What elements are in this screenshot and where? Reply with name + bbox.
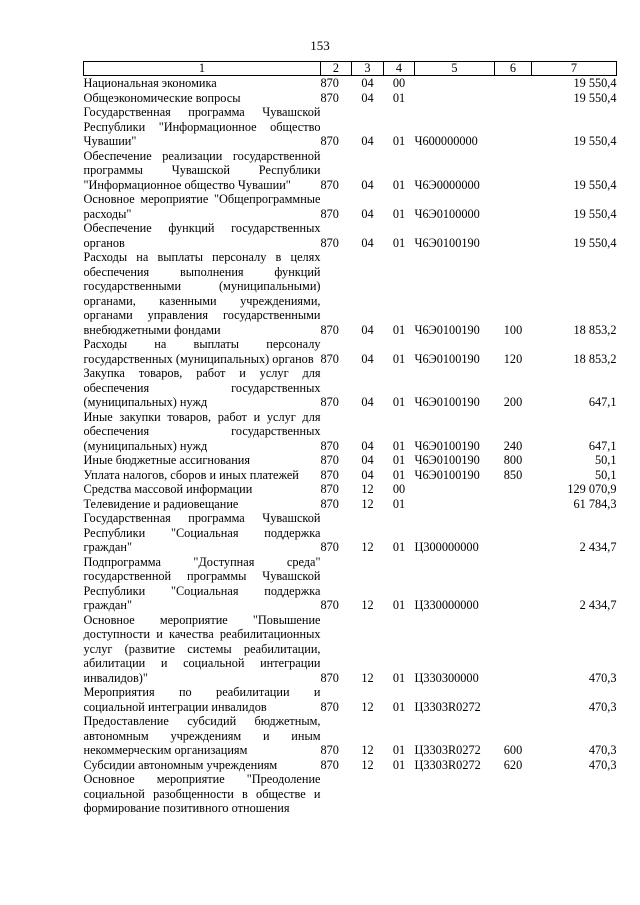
row-section-cell: 04 <box>361 134 374 148</box>
row-amount-cell: 50,1 <box>594 453 617 467</box>
row-amount-cell: 18 853,2 <box>573 322 617 337</box>
table-row <box>84 91 617 106</box>
row-section-cell <box>352 772 384 816</box>
row-target-article-cell: Ч6Э0100190 <box>414 438 480 453</box>
column-header: 5 <box>415 62 495 76</box>
row-section-cell: 12 <box>361 598 374 612</box>
column-header: 3 <box>352 62 384 76</box>
row-section-cell: 04 <box>361 235 374 250</box>
row-section-cell: 04 <box>361 395 374 409</box>
row-expense-type-cell <box>495 772 532 816</box>
table-row <box>84 613 617 686</box>
row-expense-type-cell: 600 <box>503 743 523 757</box>
row-section-cell: 04 <box>361 351 374 366</box>
row-section-cell: 12 <box>361 496 374 511</box>
row-amount-cell: 470,3 <box>588 757 617 772</box>
row-name-cell: Обеспечение реализации государственной программы Чувашской Республики "Информационное общество Чувашии" <box>83 148 321 192</box>
row-section-cell: 04 <box>361 206 374 221</box>
table-row <box>84 105 617 149</box>
row-target-article-cell: Ч6Э0100190 <box>414 351 480 366</box>
row-subsection-cell: 01 <box>392 467 406 482</box>
row-name-cell: Подпрограмма "Доступная среда" государственной программы Чувашской Республики "Социальная поддержка граждан" <box>83 554 321 612</box>
row-code-cell: 870 <box>320 76 339 90</box>
row-code-cell: 870 <box>320 757 339 772</box>
row-name-cell: Средства массовой информации <box>83 482 253 496</box>
row-target-article-cell: Ц300000000 <box>414 540 479 554</box>
row-code-cell: 870 <box>320 467 339 482</box>
row-name-cell: Государственная программа Чувашской Республики "Социальная поддержка граждан" <box>83 511 321 554</box>
row-name-cell: Расходы на выплаты персоналу в целях обеспечения выполнения функций государственными (муниципальными) органами, казенными учреждениями, органами управления государственными внебюджетными фондами <box>83 250 321 337</box>
table-row <box>84 366 617 410</box>
row-name-cell: Национальная экономика <box>83 76 217 90</box>
row-subsection-cell: 01 <box>392 540 406 554</box>
row-name-cell: Иные закупки товаров, работ и услуг для обеспечения государственных (муниципальных) нужд <box>83 409 321 453</box>
row-code-cell: 870 <box>320 670 339 685</box>
row-subsection-cell: 01 <box>392 453 406 467</box>
table-row <box>84 250 617 337</box>
row-expense-type-cell <box>495 482 532 497</box>
row-expense-type-cell <box>495 91 532 106</box>
row-target-article-cell: Ч6Э0100190 <box>414 395 480 409</box>
column-header: 4 <box>384 62 415 76</box>
table-row <box>84 76 617 91</box>
row-name-cell: Телевидение и радиовещание <box>83 496 239 511</box>
row-code-cell: 870 <box>320 743 339 757</box>
row-code-cell <box>321 772 352 816</box>
row-name-cell: Уплата налогов, сборов и иных платежей <box>83 467 299 482</box>
row-subsection-cell: 01 <box>392 743 406 757</box>
row-section-cell: 12 <box>361 482 374 496</box>
row-expense-type-cell <box>495 105 532 149</box>
row-amount-cell: 2 434,7 <box>579 598 617 612</box>
row-target-article-cell <box>415 76 495 91</box>
row-code-cell: 870 <box>320 699 339 714</box>
table-row <box>84 511 617 555</box>
row-subsection-cell: 01 <box>392 177 406 192</box>
row-subsection-cell <box>384 772 415 816</box>
row-amount-cell: 129 070,9 <box>567 482 617 496</box>
row-expense-type-cell <box>495 221 532 250</box>
row-subsection-cell: 00 <box>392 76 406 90</box>
row-name-cell: Закупка товаров, работ и услуг для обеспечения государственных (муниципальных) нужд <box>83 366 321 409</box>
row-target-article-cell: Ц330300000 <box>414 670 479 685</box>
row-name-cell: Общеэкономические вопросы <box>83 90 241 105</box>
row-target-article-cell: Ч600000000 <box>414 134 478 148</box>
row-code-cell: 870 <box>320 598 339 612</box>
row-amount-cell: 19 550,4 <box>573 177 617 192</box>
row-section-cell: 04 <box>361 453 374 467</box>
row-name-cell: Основное мероприятие "Общепрограммные расходы" <box>83 192 321 221</box>
row-amount-cell: 647,1 <box>588 395 617 409</box>
column-header: 7 <box>532 62 617 76</box>
budget-table <box>83 61 617 816</box>
row-subsection-cell: 01 <box>392 235 406 250</box>
table-row <box>84 221 617 250</box>
row-name-cell: Основное мероприятие "Повышение доступности и качества реабилитационных услуг (развитие системы реабилитации, абилитации и социальной интеграции инвалидов)" <box>83 612 321 685</box>
row-expense-type-cell: 800 <box>503 453 523 467</box>
row-amount-cell: 470,3 <box>588 699 617 714</box>
row-section-cell: 04 <box>361 177 374 192</box>
row-subsection-cell: 01 <box>392 496 406 511</box>
table-row <box>84 555 617 613</box>
row-amount-cell: 647,1 <box>588 438 617 453</box>
row-section-cell: 12 <box>361 743 374 757</box>
row-target-article-cell: Ч6Э0100000 <box>414 206 480 221</box>
row-name-cell: Государственная программа Чувашской Республики "Информационное общество Чувашии" <box>83 105 321 148</box>
row-subsection-cell: 01 <box>392 206 406 221</box>
row-subsection-cell: 01 <box>392 322 406 337</box>
row-amount-cell <box>532 772 617 816</box>
row-target-article-cell: Ц3303R0272 <box>414 743 481 757</box>
row-code-cell: 870 <box>320 496 339 511</box>
row-name-cell: Обеспечение функций государственных органов <box>83 221 321 250</box>
table-row <box>84 337 617 366</box>
row-amount-cell: 470,3 <box>588 743 617 757</box>
row-code-cell: 870 <box>320 177 339 192</box>
row-target-article-cell <box>415 497 495 512</box>
row-subsection-cell: 01 <box>392 699 406 714</box>
row-subsection-cell: 01 <box>392 670 406 685</box>
table-row <box>84 468 617 483</box>
row-amount-cell: 18 853,2 <box>573 351 617 366</box>
row-section-cell: 04 <box>361 322 374 337</box>
row-code-cell: 870 <box>320 395 339 409</box>
row-target-article-cell: Ц3303R0272 <box>414 699 481 714</box>
table-header-row <box>84 62 617 76</box>
row-target-article-cell: Ч6Э0100190 <box>414 453 480 467</box>
table-row <box>84 758 617 773</box>
row-expense-type-cell: 850 <box>503 467 523 482</box>
row-target-article-cell <box>415 91 495 106</box>
row-section-cell: 04 <box>361 90 374 105</box>
row-target-article-cell: Ч6Э0100190 <box>414 467 480 482</box>
row-expense-type-cell <box>495 685 532 714</box>
row-code-cell: 870 <box>320 438 339 453</box>
row-section-cell: 12 <box>361 670 374 685</box>
row-amount-cell: 19 550,4 <box>573 206 617 221</box>
row-name-cell: Предоставление субсидий бюджетным, автономным учреждениям и иным некоммерческим организациям <box>83 714 321 757</box>
row-name-cell: Основное мероприятие "Преодоление социальной разобщенности в обществе и формирование позитивного отношения <box>83 772 321 815</box>
column-header: 2 <box>321 62 352 76</box>
row-amount-cell: 470,3 <box>588 670 617 685</box>
row-amount-cell: 50,1 <box>594 467 617 482</box>
row-code-cell: 870 <box>320 206 339 221</box>
row-name-cell: Мероприятия по реабилитации и социальной интеграции инвалидов <box>83 685 321 714</box>
row-amount-cell: 19 550,4 <box>573 90 617 105</box>
table-row <box>84 497 617 512</box>
table-row <box>84 149 617 193</box>
row-code-cell: 870 <box>320 90 339 105</box>
row-target-article-cell <box>415 772 495 816</box>
row-code-cell: 870 <box>320 134 339 148</box>
row-target-article-cell: Ч6Э0100190 <box>414 322 480 337</box>
row-name-cell: Субсидии автономным учреждениям <box>83 757 278 772</box>
row-section-cell: 12 <box>361 540 374 554</box>
row-target-article-cell <box>415 482 495 497</box>
row-expense-type-cell <box>495 613 532 686</box>
row-amount-cell: 19 550,4 <box>573 134 617 148</box>
table-row <box>84 453 617 468</box>
table-row <box>84 192 617 221</box>
column-header: 1 <box>84 62 321 76</box>
row-amount-cell: 19 550,4 <box>573 76 617 90</box>
row-target-article-cell: Ч6Э0100190 <box>414 235 480 250</box>
row-expense-type-cell <box>495 149 532 193</box>
row-subsection-cell: 01 <box>392 90 406 105</box>
row-section-cell: 04 <box>361 467 374 482</box>
page-number: 153 <box>310 38 330 53</box>
row-code-cell: 870 <box>320 540 339 554</box>
row-name-cell: Иные бюджетные ассигнования <box>83 453 251 467</box>
row-section-cell: 12 <box>361 757 374 772</box>
row-expense-type-cell <box>495 511 532 555</box>
row-code-cell: 870 <box>320 453 339 467</box>
row-subsection-cell: 00 <box>392 482 406 496</box>
table-row <box>84 772 617 816</box>
row-expense-type-cell: 120 <box>503 351 523 366</box>
budget-table-body <box>84 76 617 816</box>
row-expense-type-cell: 100 <box>503 322 523 337</box>
row-expense-type-cell <box>495 497 532 512</box>
row-amount-cell: 61 784,3 <box>573 496 617 511</box>
row-amount-cell: 19 550,4 <box>573 235 617 250</box>
row-expense-type-cell <box>495 555 532 613</box>
row-subsection-cell: 01 <box>392 598 406 612</box>
row-target-article-cell: Ц330000000 <box>414 598 479 612</box>
table-row <box>84 714 617 758</box>
table-row <box>84 482 617 497</box>
row-name-cell: Расходы на выплаты персоналу государственных (муниципальных) органов <box>83 337 321 366</box>
row-code-cell: 870 <box>320 235 339 250</box>
row-expense-type-cell: 240 <box>503 438 523 453</box>
row-target-article-cell: Ц3303R0272 <box>414 757 481 772</box>
row-subsection-cell: 01 <box>392 757 406 772</box>
row-expense-type-cell: 620 <box>503 757 523 772</box>
table-row <box>84 410 617 454</box>
row-subsection-cell: 01 <box>392 351 406 366</box>
table-row <box>84 685 617 714</box>
row-code-cell: 870 <box>320 322 339 337</box>
row-code-cell: 870 <box>320 482 339 496</box>
row-section-cell: 04 <box>361 438 374 453</box>
row-expense-type-cell <box>495 76 532 91</box>
row-expense-type-cell: 200 <box>503 395 523 409</box>
row-target-article-cell: Ч6Э0000000 <box>414 177 480 192</box>
row-subsection-cell: 01 <box>392 134 406 148</box>
row-section-cell: 04 <box>361 76 374 90</box>
row-code-cell: 870 <box>320 351 339 366</box>
row-subsection-cell: 01 <box>392 438 406 453</box>
row-amount-cell: 2 434,7 <box>579 540 617 554</box>
row-subsection-cell: 01 <box>392 395 406 409</box>
row-section-cell: 12 <box>361 699 374 714</box>
column-header: 6 <box>495 62 532 76</box>
row-expense-type-cell <box>495 192 532 221</box>
